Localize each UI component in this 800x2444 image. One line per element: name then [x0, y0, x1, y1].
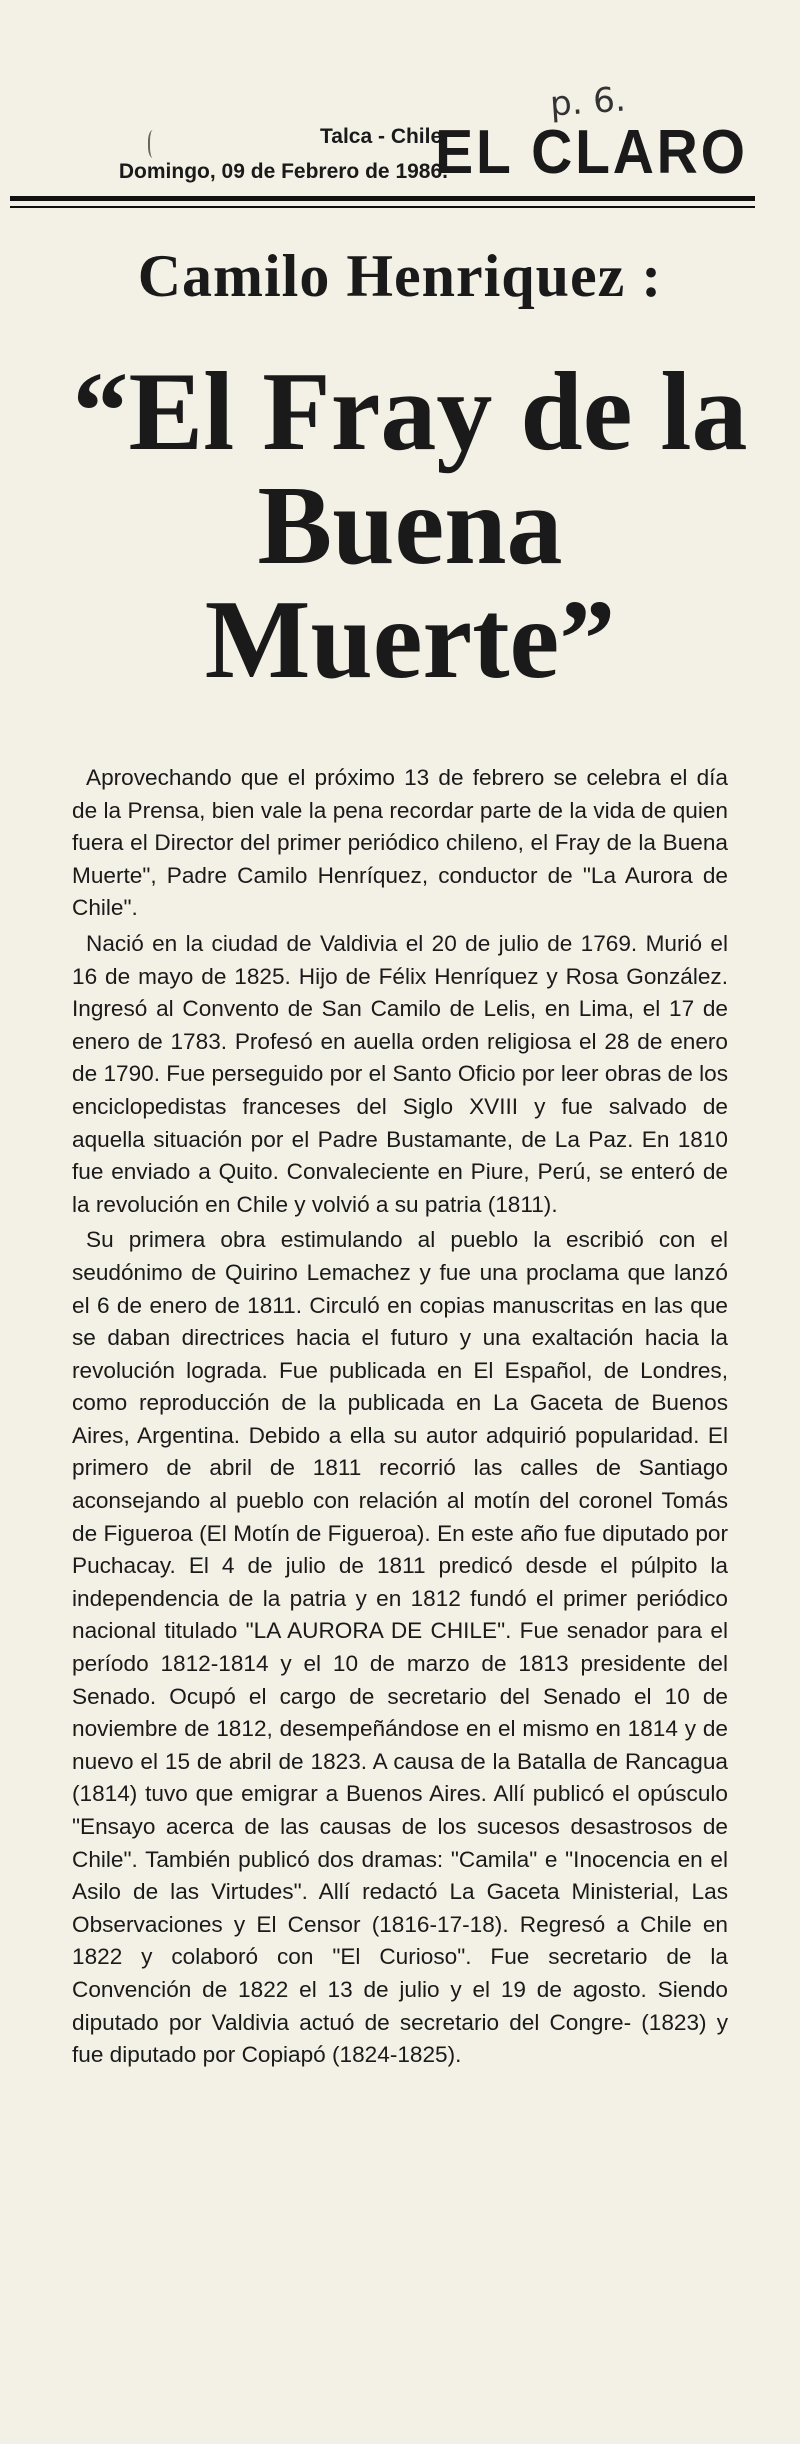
article-headline: “El Fray de la Buena Muerte”: [72, 350, 748, 702]
masthead-city: Talca - Chile,: [320, 125, 448, 148]
newspaper-name: EL CLARO: [435, 118, 748, 187]
article-kicker: Camilo Henriquez :: [137, 243, 663, 309]
masthead-date: Domingo, 09 de Febrero de 1986.: [118, 160, 448, 183]
masthead-rule-thick: [10, 196, 755, 201]
article-paragraph: Aprovechando que el próximo 13 de febrero se celebra el día de la Prensa, bien vale la pena recordar parte de la vida de quien fuera el Director del primer periódico chileno, el Fray de la Buena Muerte", Padre Camilo Henríquez, conductor de "La Aurora de Chile".: [72, 765, 728, 921]
handwritten-page-note: p. 6.: [548, 79, 627, 125]
article-body: [72, 762, 728, 2072]
masthead: [0, 115, 748, 195]
article-paragraph: Nació en la ciudad de Valdivia el 20 de julio de 1769. Murió el 16 de mayo de 1825. Hijo de Félix Henríquez y Rosa González. Ingresó al Convento de San Camilo de Lelis, en Lima, el 17 de enero de 1783. Profesó en auella orden religiosa el 28 de enero de 1790. Fue perseguido por el Santo Oficio por leer obras de los enciclopedistas franceses del Siglo XVIII y fue salvado de aquella situación por el Padre Bustamante, de La Paz. En 1810 fue enviado a Quito. Convaleciente en Piure, Perú, se enteró de la revolución en Chile y volvió a su patria (1811).: [72, 930, 728, 1217]
masthead-rule-thin: [10, 206, 755, 208]
article-paragraph: Su primera obra estimulando al pueblo la escribió con el seudónimo de Quirino Lemachez y fue una proclama que lanzó el 6 de enero de 1811. Circuló en copias manuscritas en las que se daban directrices hacia el futuro y una exaltación hacia la revolución lograda. Fue publicada en El Español, de Londres, como reproducción de la publicada en La Gaceta de Buenos Aires, Argentina. Debido a ella su autor adquirió popularidad. El primero de abril de 1811 recorrió las calles de Santiago aconsejando al pueblo con relación al motín del coronel Tomás de Figueroa (El Motín de Figueroa). En este año fue diputado por Puchacay. El 4 de julio de 1811 predicó desde el púlpito la independencia de la patria y en 1812 fundó el primer periódico nacional titulado "LA AURORA DE CHILE". Fue senador para el período 1812-1814 y el 10 de marzo de 1813 presidente del Senado. Ocupó el cargo de secretario del Senado el 10 de noviembre de 1812, desempeñándose en el mismo en 1814 y de nuevo el 15 de abril de 1823. A causa de la Batalla de Rancagua (1814) tuvo que emigrar a Buenos Aires. Allí publicó el opúsculo "Ensayo acerca de las causas de los sucesos desastrosos de Chile". También publicó dos dramas: "Camila" e "Inocencia en el Asilo de las Virtudes". Allí redactó La Gaceta Ministerial, Las Observaciones y El Censor (1816-17-18). Regresó a Chile en 1822 y colaboró con "El Curioso". Fue secretario de la Convención de 1822 el 13 de julio y el 19 de agosto. Siendo diputado por Valdivia actuó de secretario del Congre- (1823) y fue diputado por Copiapó (1824-1825).: [72, 1227, 728, 2068]
